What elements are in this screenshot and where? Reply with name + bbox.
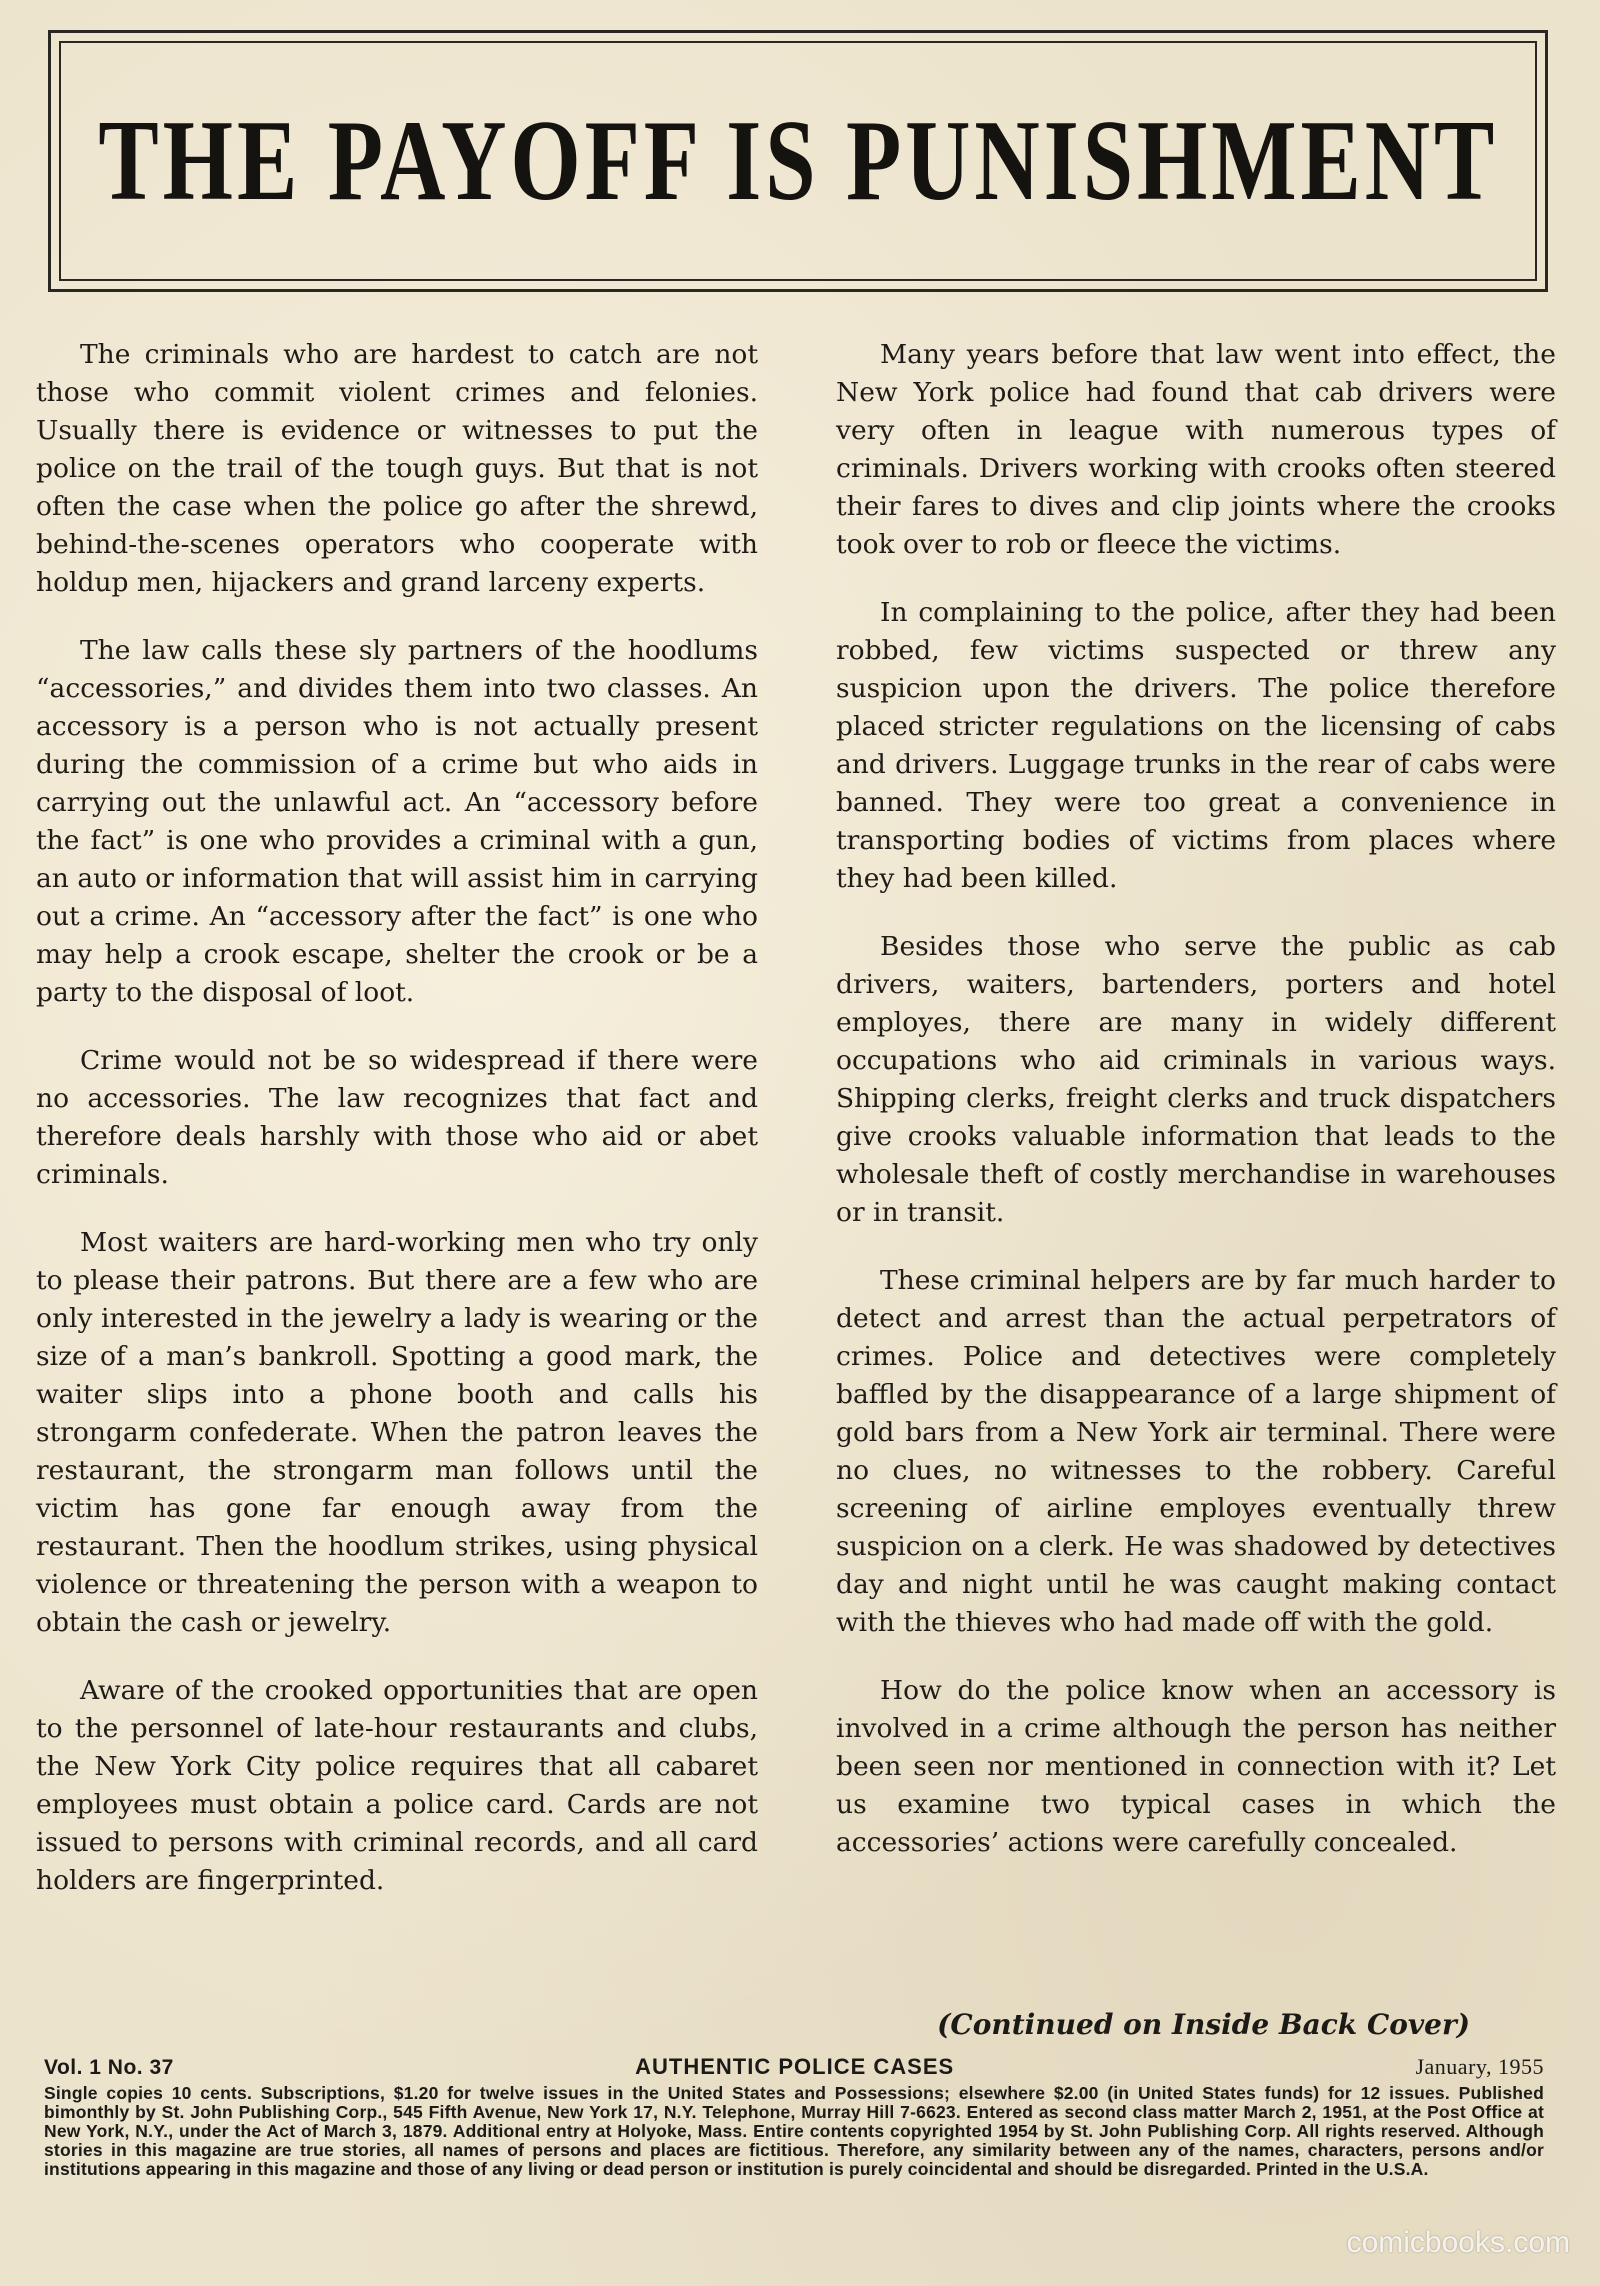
site-watermark: comicbooks.com (1346, 2226, 1570, 2259)
footer-masthead (44, 2054, 1544, 2080)
left-paragraph-2: The law calls these sly partners of the hoodlums “accessories,” and divides them into two classes. An accessory is a person who is not actually present during the commission of a crime but who aids in carrying out the unlawful act. An “accessory before the fact” is one who provides a criminal with a gun, an auto or information that will assist him in carrying out a crime. An “accessory after the fact” is one who may help a crook escape, shelter the crook or be a party to the disposal of loot. (36, 635, 758, 1008)
continued-note: (Continued on Inside Back Cover) (937, 2008, 1470, 2041)
title-frame (48, 30, 1548, 292)
volume-number: Vol. 1 No. 37 (44, 2056, 174, 2079)
right-paragraph-3: Besides those who serve the public as cab drivers, waiters, bartenders, porters and hotel employes, there are many in widely different occupations who aid criminals in various ways. Shipping clerks, freight clerks and truck dispatchers give crooks valuable information that leads to the wholesale theft of costly merchandise in warehouses or in transit. (836, 931, 1556, 1228)
publication-footer (44, 2054, 1544, 2179)
right-paragraph-2: In complaining to the police, after they had been robbed, few victims suspected or threw any suspicion upon the drivers. The police therefore placed stricter regulations on the licensing of cabs and drivers. Luggage trunks in the rear of cabs were banned. They were too great a convenience in transporting bodies of victims from places where they had been killed. (836, 597, 1556, 894)
publisher-fine-print: Single copies 10 cents. Subscriptions, $1.20 for twelve issues in the United States and Possessions; elsewhere $2.00 (in United States funds) for 12 issues. Published bimonthly by St. John Publishing Corp., 545 Fifth Avenue, New York 17, N.Y. Telephone, Murray Hill 7-6623. Entered as second class matter March 2, 1951, at the Post Office at New York, N.Y., under the Act of March 3, 1879. Additional entry at Holyoke, Mass. Entire contents copyrighted 1954 by St. John Publishing Corp. All rights reserved. Although stories in this magazine are true stories, all names of persons and places are fictitious. Therefore, any similarity between any of the names, characters, persons and/or institutions appearing in this magazine and those of any living or dead person or institution is purely coincidental and should be disregarded. Printed in the U.S.A. (44, 2083, 1544, 2179)
right-column (836, 336, 1556, 1892)
left-paragraph-1: The criminals who are hardest to catch are not those who commit violent crimes and felonies. Usually there is evidence or witnesses to put the police on the trail of the tough guys. But that is not often the case when the police go after the shrewd, behind-the-scenes operators who cooperate with holdup men, hijackers and grand larceny experts. (36, 339, 758, 598)
right-paragraph-1: Many years before that law went into effect, the New York police had found that cab drivers were very often in league with numerous types of criminals. Drivers working with crooks often steered their fares to dives and clip joints where the crooks took over to rob or fleece the victims. (836, 339, 1556, 560)
left-paragraph-5: Aware of the crooked opportunities that are open to the personnel of late-hour restaurants and clubs, the New York City police requires that all cabaret employees must obtain a police card. Cards are not issued to persons with criminal records, and all card holders are fingerprinted. (36, 1675, 758, 1896)
issue-date: January, 1955 (1415, 2054, 1544, 2079)
magazine-name: AUTHENTIC POLICE CASES (635, 2054, 955, 2079)
right-paragraph-5: How do the police know when an accessory is involved in a crime although the person has neither been seen nor mentioned in connection with it? Let us examine two typical cases in which the accessories’ actions were carefully concealed. (836, 1675, 1556, 1858)
right-paragraph-4: These criminal helpers are by far much harder to detect and arrest than the actual perpetrators of crimes. Police and detectives were completely baffled by the disappearance of a large shipment of gold bars from a New York air terminal. There were no clues, no witnesses to the robbery. Careful screening of airline employes eventually threw suspicion on a clerk. He was shadowed by detectives day and night until he was caught making contact with the thieves who had made off with the gold. (836, 1265, 1556, 1638)
left-paragraph-3: Crime would not be so widespread if there were no accessories. The law recognizes that fact and therefore deals harshly with those who aid or abet criminals. (36, 1045, 758, 1190)
left-paragraph-4: Most waiters are hard-working men who try only to please their patrons. But there are a few who are only interested in the jewelry a lady is wearing or the size of a man’s bankroll. Spotting a good mark, the waiter slips into a phone booth and calls his strongarm confederate. When the patron leaves the restaurant, the strongarm man follows until the victim has gone far enough away from the restaurant. Then the hoodlum strikes, using physical violence or threatening the person with a weapon to obtain the cash or jewelry. (36, 1227, 758, 1638)
left-column (36, 336, 758, 1930)
page-title: THE PAYOFF IS PUNISHMENT (98, 96, 1498, 225)
title-frame-inner (59, 41, 1537, 281)
